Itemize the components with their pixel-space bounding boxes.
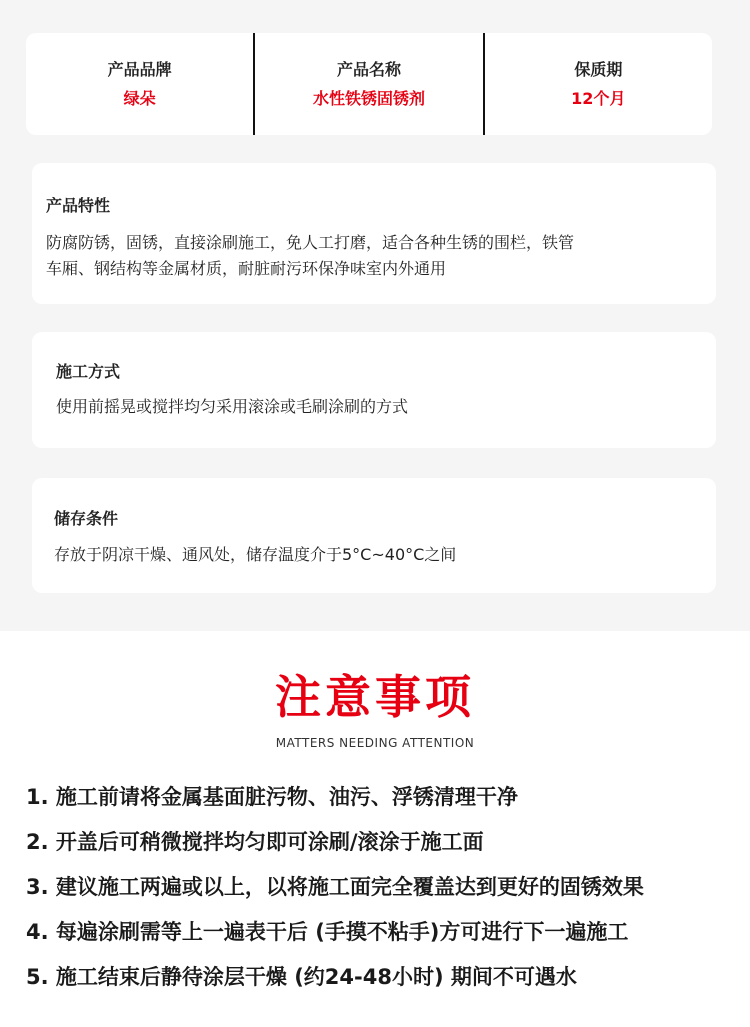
features-line-2: 车厢、钢结构等金属材质，耐脏耐污环保净味室内外通用: [46, 259, 447, 278]
shelf-life-label: 保质期: [574, 59, 623, 79]
features-line-1: 防腐防锈，固锈，直接涂刷施工，免人工打磨，适合各种生锈的围栏，铁管: [46, 233, 575, 252]
brand-label: 产品品牌: [107, 59, 172, 79]
storage-body: 存放于阴凉干燥、通风处，储存温度介于5°C~40°C之间: [54, 545, 457, 564]
product-name-column: [255, 33, 482, 135]
shelf-life-value: 12个月: [571, 88, 626, 108]
brand-value: 绿朵: [123, 88, 156, 108]
product-name-label: 产品名称: [336, 59, 401, 79]
features-card: [32, 163, 716, 304]
application-card: [32, 332, 716, 448]
attention-item: 4. 每遍涂刷需等上一遍表干后 (手摸不粘手)方可进行下一遍施工: [26, 920, 629, 944]
features-title: 产品特性: [46, 196, 111, 215]
product-info-card: [26, 33, 712, 135]
attention-title: 注意事项: [275, 670, 475, 724]
attention-item: 5. 施工结束后静待涂层干燥 (约24-48小时) 期间不可遇水: [26, 965, 577, 989]
attention-item: 3. 建议施工两遍或以上，以将施工面完全覆盖达到更好的固锈效果: [26, 875, 644, 899]
attention-item: 2. 开盖后可稍微搅拌均匀即可涂刷/滚涂于施工面: [26, 830, 484, 854]
application-body: 使用前摇晃或搅拌均匀采用滚涂或毛刷涂刷的方式: [56, 397, 409, 416]
shelf-life-column: [485, 33, 712, 135]
storage-card: [32, 478, 716, 593]
brand-column: [26, 33, 253, 135]
application-title: 施工方式: [56, 362, 121, 381]
attention-item: 1. 施工前请将金属基面脏污物、油污、浮锈清理干净: [26, 785, 518, 809]
attention-subtitle: MATTERS NEEDING ATTENTION: [275, 736, 475, 750]
storage-title: 储存条件: [54, 509, 119, 528]
product-name-value: 水性铁锈固锈剂: [312, 88, 425, 108]
attention-list: [26, 778, 736, 1003]
